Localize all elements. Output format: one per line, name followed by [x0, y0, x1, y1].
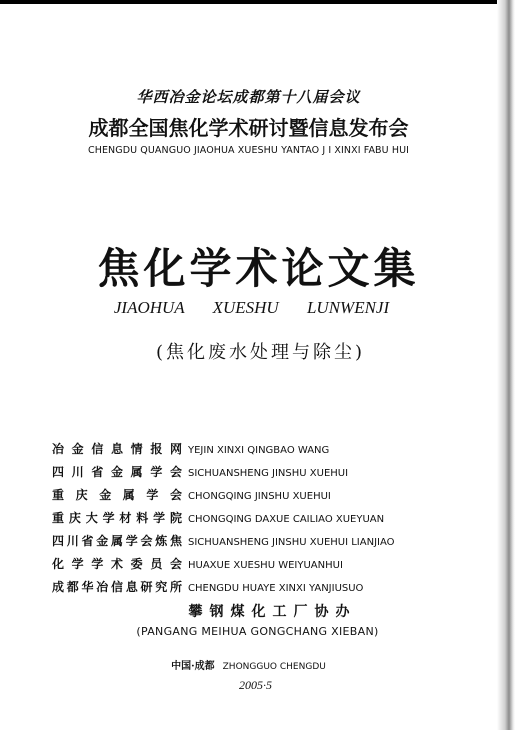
organizer-row	[52, 578, 395, 601]
organizer-name-pinyin: CHONGQING JINSHU XUEHUI	[188, 491, 331, 502]
organizer-name-pinyin: HUAXUE XUESHU WEIYUANHUI	[188, 560, 343, 571]
publication-place	[0, 657, 497, 672]
co-organizer-cn: 攀钢煤化工厂协办	[188, 604, 357, 620]
organizer-row	[52, 463, 395, 486]
organizer-name-pinyin: CHONGQING DAXUE CAILIAO XUEYUAN	[188, 514, 385, 525]
organizer-name-pinyin: SICHUANSHENG JINSHU XUEHUI	[188, 468, 349, 479]
publication-date: 2005·5	[239, 678, 272, 692]
book-title: 焦化学术论文集	[97, 244, 420, 293]
meeting-title-pinyin: CHENGDU QUANGUO JIAOHUA XUESHU YANTAO J I XINXI FABU HUI	[87, 145, 410, 156]
co-organizer-pinyin: (PANGANG MEIHUA GONGCHANG XIEBAN)	[136, 625, 379, 638]
meeting-title: 成都全国焦化学术研讨暨信息发布会	[88, 116, 409, 140]
organizer-row	[52, 532, 395, 555]
conference-series-line: 华西冶金论坛成都第十八届会议	[136, 88, 361, 106]
organizer-name-cn: 重庆大学材料学院	[52, 511, 182, 525]
organizer-row	[52, 509, 395, 532]
scan-edge-top	[0, 0, 515, 4]
organizer-list	[52, 440, 395, 601]
place-cn: 中国·成都	[171, 661, 215, 672]
organizer-row	[52, 440, 395, 463]
organizer-name-cn: 四川省金属学会炼焦	[52, 534, 182, 548]
book-title-pinyin: JIAOHUA XUESHU LUNWENJI	[113, 298, 390, 317]
organizer-name-cn: 化学学术委员会	[52, 557, 182, 571]
organizer-name-pinyin: YEJIN XINXI QINGBAO WANG	[188, 445, 330, 456]
organizer-name-cn: 重庆金属学会	[52, 488, 182, 502]
organizer-name-cn: 四川省金属学会	[52, 465, 182, 479]
organizer-name-pinyin: CHENGDU HUAYE XINXI YANJIUSUO	[188, 583, 364, 594]
place-pinyin: ZHONGGUO CHENGDU	[222, 662, 326, 672]
organizer-name-cn: 冶金信息情报网	[52, 442, 182, 456]
book-subtitle: (焦化废水处理与除尘)	[155, 342, 366, 363]
organizer-row	[52, 555, 395, 578]
organizer-row	[52, 486, 395, 509]
organizer-name-cn: 成都华冶信息研究所	[52, 580, 182, 594]
organizer-name-pinyin: SICHUANSHENG JINSHU XUEHUI LIANJIAO	[188, 537, 395, 548]
